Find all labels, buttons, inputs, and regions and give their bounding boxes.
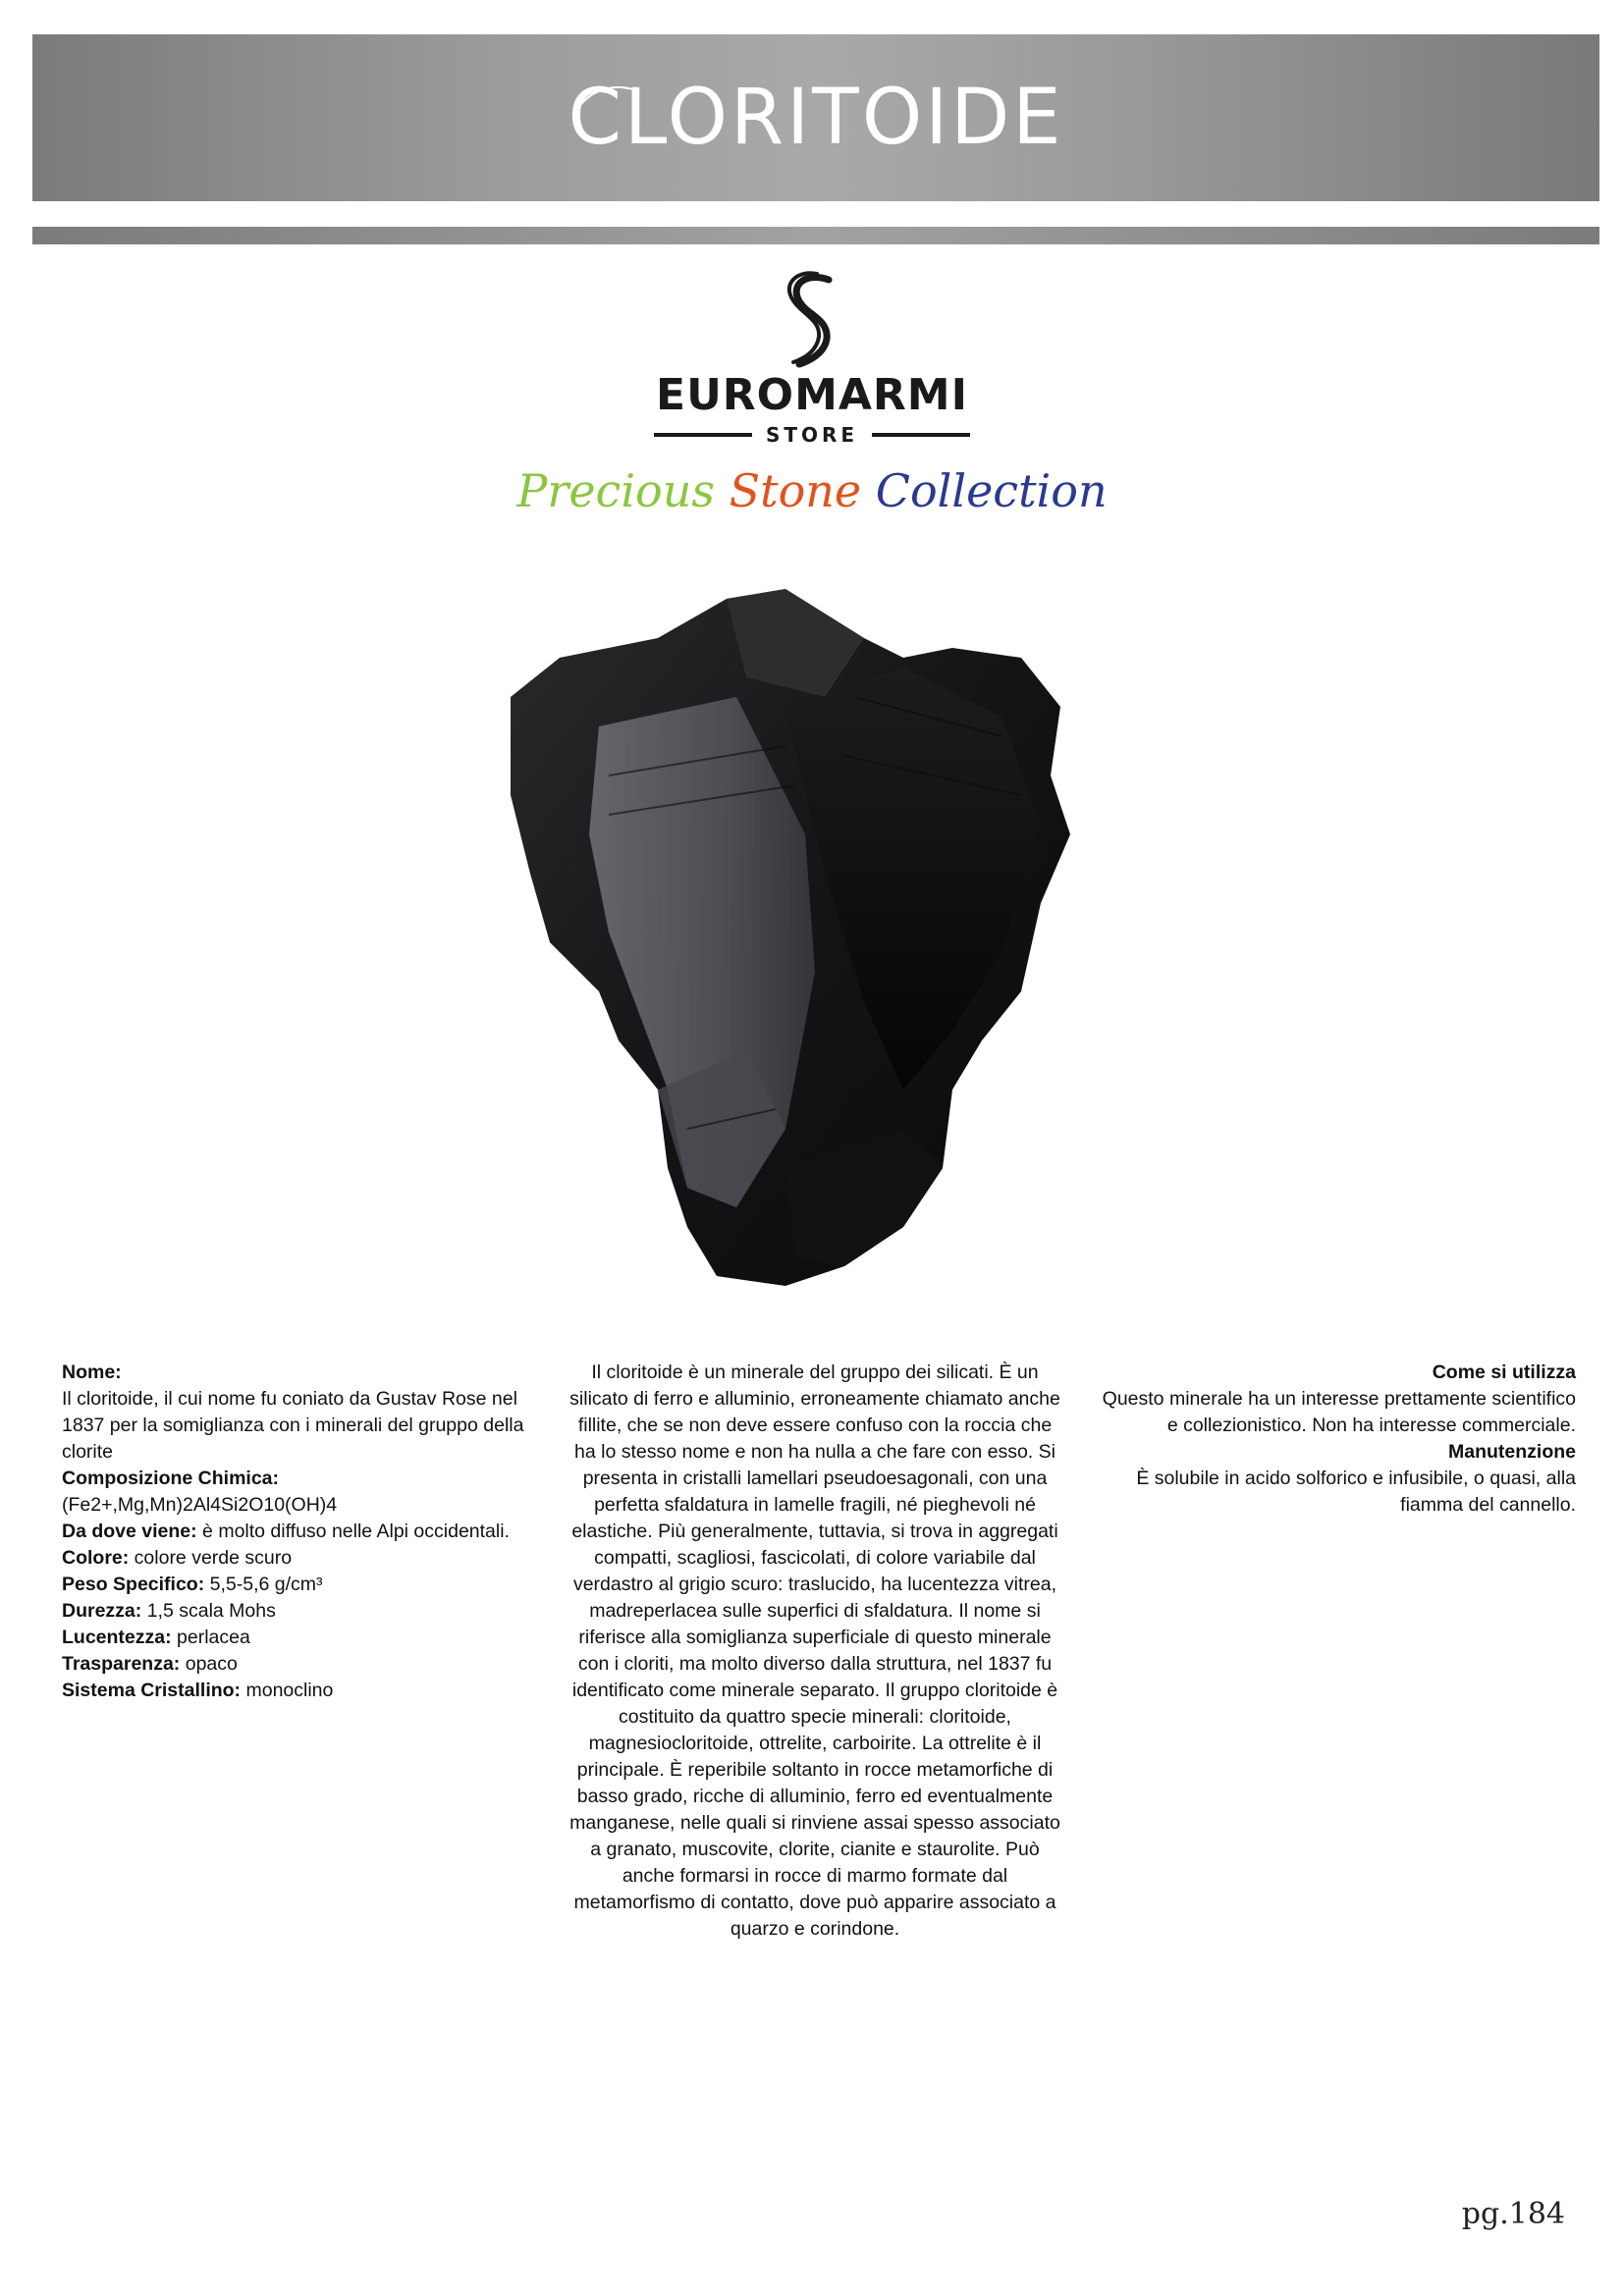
brand-name: EUROMARMI: [656, 370, 968, 420]
brand-store-text: STORE: [765, 423, 859, 447]
origin-value: è molto diffuso nelle Alpi occidentali.: [196, 1521, 510, 1542]
page-title: CLORITOIDE: [568, 74, 1064, 162]
name-label: Nome:: [62, 1362, 122, 1383]
title-banner: [32, 34, 1599, 201]
crystal-system-value: monoclino: [241, 1680, 334, 1701]
crystal-system-label: Sistema Cristallino:: [62, 1680, 242, 1701]
chemical-composition-value: (Fe2+,Mg,Mn)2Al4Si2O10(OH)4: [62, 1494, 338, 1516]
brand-store-row: [0, 423, 1624, 447]
usage-label: Come si utilizza: [1432, 1362, 1576, 1383]
luster-value: perlacea: [171, 1627, 250, 1648]
name-value: Il cloritoide, il cui nome fu coniato da Gustav Rose nel 1837 per la somiglianza con i minerali del gruppo della clorite: [62, 1388, 524, 1463]
store-left-line: [654, 433, 752, 437]
color-value: colore verde scuro: [129, 1547, 293, 1569]
origin-label: Da dove viene:: [62, 1521, 197, 1542]
luster-label: Lucentezza:: [62, 1627, 172, 1648]
usage-column: [1090, 1360, 1576, 1519]
hardness-value: 1,5 scala Mohs: [141, 1600, 276, 1622]
specs-column: [62, 1360, 563, 1704]
maintenance-text: È solubile in acido solforico e infusibile, o quasi, alla fiamma del cannello.: [1136, 1468, 1576, 1516]
tagline-word-precious: Precious: [516, 464, 715, 517]
transparency-label: Trasparenza:: [62, 1653, 181, 1675]
hardness-label: Durezza:: [62, 1600, 142, 1622]
euromarmi-s-logo-icon: [778, 270, 846, 368]
brand-logo-block: [0, 270, 1624, 517]
usage-text: Questo minerale ha un interesse prettamente scientifico e collezionistico. Non ha interesse commerciale.: [1102, 1388, 1576, 1436]
maintenance-label: Manutenzione: [1448, 1441, 1576, 1463]
description-text: Il cloritoide è un minerale del gruppo dei silicati. È un silicato di ferro e alluminio, erroneamente chiamato anche fillite, che se non deve essere confuso con la roccia che ha lo stesso nome e non ha nulla a che fare con esso. Si presenta in cristalli lamellari pseudoesagonali, con una perfetta sfaldatura in lamelle fragili, né pieghevoli né elastiche. Più generalmente, tuttavia, si trova in aggregati compatti, scagliosi, fascicolati, di colore variabile dal verdastro al grigio scuro: traslucido, ha lucentezza vitrea, madreperlacea sulle superfici di sfaldatura. Il nome si riferisce alla somiglianza superficiale di questo minerale con i cloriti, ma molto diverso dalla struttura, nel 1837 fu identificato come minerale separato. Il gruppo cloritoide è costituito da quattro specie minerali: cloritoide, magnesiocloritoide, ottrelite, carboirite. La ottrelite è il principale. È reperibile soltanto in rocce metamorfiche di basso grado, ricche di alluminio, ferro ed eventualmente manganese, nelle quali si rinviene assai spesso associato a granato, muscovite, clorite, cianite e staurolite. Può anche formarsi in rocce di marmo formate dal metamorfismo di contatto, dove può apparire associato a quarzo e corindone.: [569, 1362, 1060, 1940]
collection-tagline: [0, 464, 1624, 517]
page-number: pg.184: [1461, 2197, 1565, 2231]
specific-weight-label: Peso Specifico:: [62, 1574, 205, 1595]
transparency-value: opaco: [180, 1653, 238, 1675]
description-column: [569, 1360, 1060, 1943]
title-swash-decoration: [579, 80, 638, 110]
tagline-word-stone: Stone: [729, 464, 862, 517]
tagline-word-collection: Collection: [875, 464, 1108, 517]
mineral-photo: [491, 579, 1080, 1306]
store-right-line: [872, 433, 970, 437]
header-underline-bar: [32, 227, 1599, 244]
color-label: Colore:: [62, 1547, 130, 1569]
chemical-composition-label: Composizione Chimica:: [62, 1468, 280, 1489]
specific-weight-value: 5,5-5,6 g/cm³: [204, 1574, 323, 1595]
